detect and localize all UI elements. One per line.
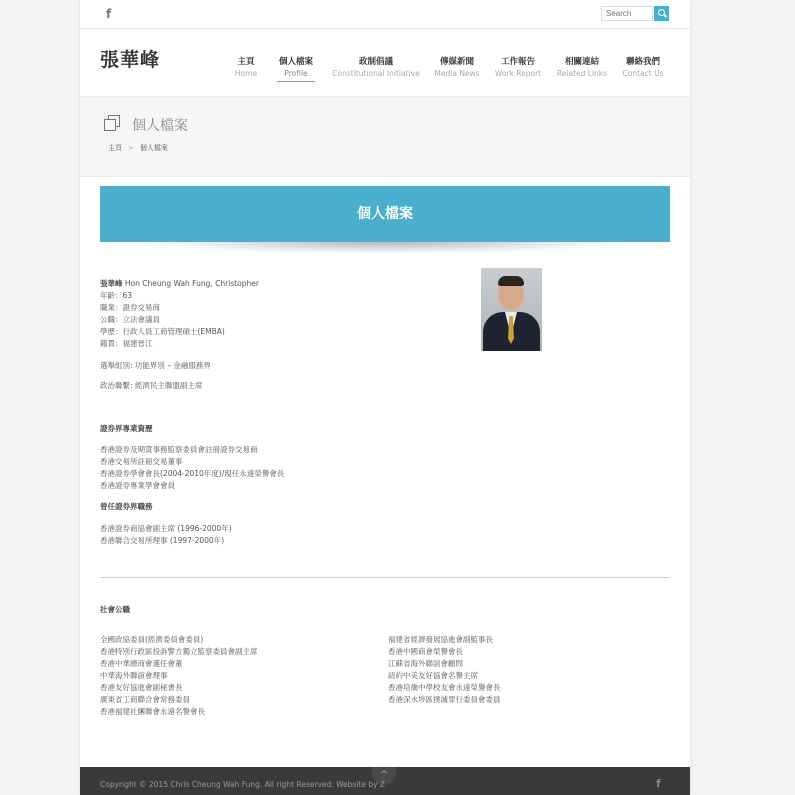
back-to-top-icon[interactable]: ^ [372, 767, 396, 785]
section-heading: 社會公職 [100, 605, 130, 614]
list-item: 香港交易所註冊交易董事 [100, 457, 183, 466]
breadcrumb-home[interactable]: 主頁 [108, 144, 122, 152]
profile-line: 年齡：63 [100, 291, 133, 300]
list-item: 紐約中美友好協會名譽主席 [388, 671, 478, 680]
list-item: 香港深水埗區撲滅罪行委員會委員 [388, 695, 501, 704]
nav-work-report[interactable]: 工作報告 Work Report [494, 57, 542, 78]
section-heading: 證券界專業資歷 [100, 424, 153, 433]
list-item: 廣東省工商聯合會常務委員 [100, 695, 190, 704]
list-item: 香港中華總商會選任會董 [100, 659, 183, 668]
securities-list [100, 444, 284, 492]
list-item: 福建省經濟發展協進會副監事長 [388, 635, 493, 644]
nav-profile[interactable]: 個人檔案 Profile [277, 55, 315, 82]
page-title: 個人檔案 [132, 118, 188, 134]
list-item: 全國政協委員(經濟委員會委員) [100, 635, 204, 644]
nav-media-news[interactable]: 傳媒新聞 Media News [434, 57, 480, 78]
list-item: 香港特別行政區投訴警方獨立監察委員會副主席 [100, 647, 258, 656]
facebook-icon[interactable]: f [656, 777, 661, 790]
list-item: 中華海外聯誼會理事 [100, 671, 168, 680]
profile-line: 公職：立法會議員 [100, 315, 160, 324]
former-list [100, 523, 232, 547]
site-footer [80, 767, 690, 795]
nav-home[interactable]: 主頁 Home [234, 57, 258, 78]
profile-basic-info [100, 278, 259, 350]
profile-name-zh: 張華峰 [100, 279, 123, 288]
profile-photo [481, 268, 542, 351]
list-item: 香港聯合交易所理事 (1997-2000年) [100, 536, 225, 545]
profile-name-en: Hon Cheung Wah Fung, Christopher [122, 279, 259, 288]
breadcrumb-separator: > [128, 144, 134, 152]
public-list-left [100, 634, 258, 718]
breadcrumb-current: 個人檔案 [139, 144, 168, 152]
list-item: 香港證券專業學會會員 [100, 481, 175, 490]
list-item: 香港證券商協會副主席 (1996-2000年) [100, 524, 232, 533]
facebook-icon[interactable]: f [106, 7, 112, 21]
profile-constituency: 選舉組別: 功能界別 – 金融服務界 [100, 361, 211, 370]
profile-line: 學歷：行政人員工商管理碩士(EMBA) [100, 327, 225, 336]
site-logo[interactable]: 張華峰 [100, 49, 161, 71]
section-divider [100, 577, 670, 578]
profile-line: 職業：證券交易商 [100, 303, 160, 312]
nav-contact-us[interactable]: 聯絡我們 Contact Us [622, 57, 664, 78]
section-heading: 曾任證券界職務 [100, 502, 153, 511]
nav-related-links[interactable]: 相關連結 Related Links [556, 57, 608, 78]
list-item: 香港中國商會榮譽會長 [388, 647, 463, 656]
list-item: 香港證券學會會長(2004-2010年度)/現任永遠榮譽會長 [100, 469, 285, 478]
footer-copyright: Copyright © 2015 Chris Cheung Wah Fung. All right Reserved. Website by Z [100, 780, 386, 789]
profile-party: 政治聯繫: 經濟民主聯盟副主席 [100, 381, 203, 390]
list-item: 香港友好協進會副秘書長 [100, 683, 183, 692]
profile-line: 籍貫：福建晉江 [100, 339, 153, 348]
nav-constitutional-initiative[interactable]: 政制倡議 Constitutional Initiative [332, 57, 420, 78]
list-item: 江蘇省海外聯誼會顧問 [388, 659, 463, 668]
list-item: 香港培僑中學校友會永遠榮譽會長 [388, 683, 501, 692]
list-item: 香港證券及期貨事務監察委員會註冊證券交易商 [100, 445, 258, 454]
list-item: 香港福建社團聯會永遠名譽會長 [100, 707, 205, 716]
public-list-right [388, 634, 501, 706]
section-banner: 個人檔案 [100, 186, 670, 242]
